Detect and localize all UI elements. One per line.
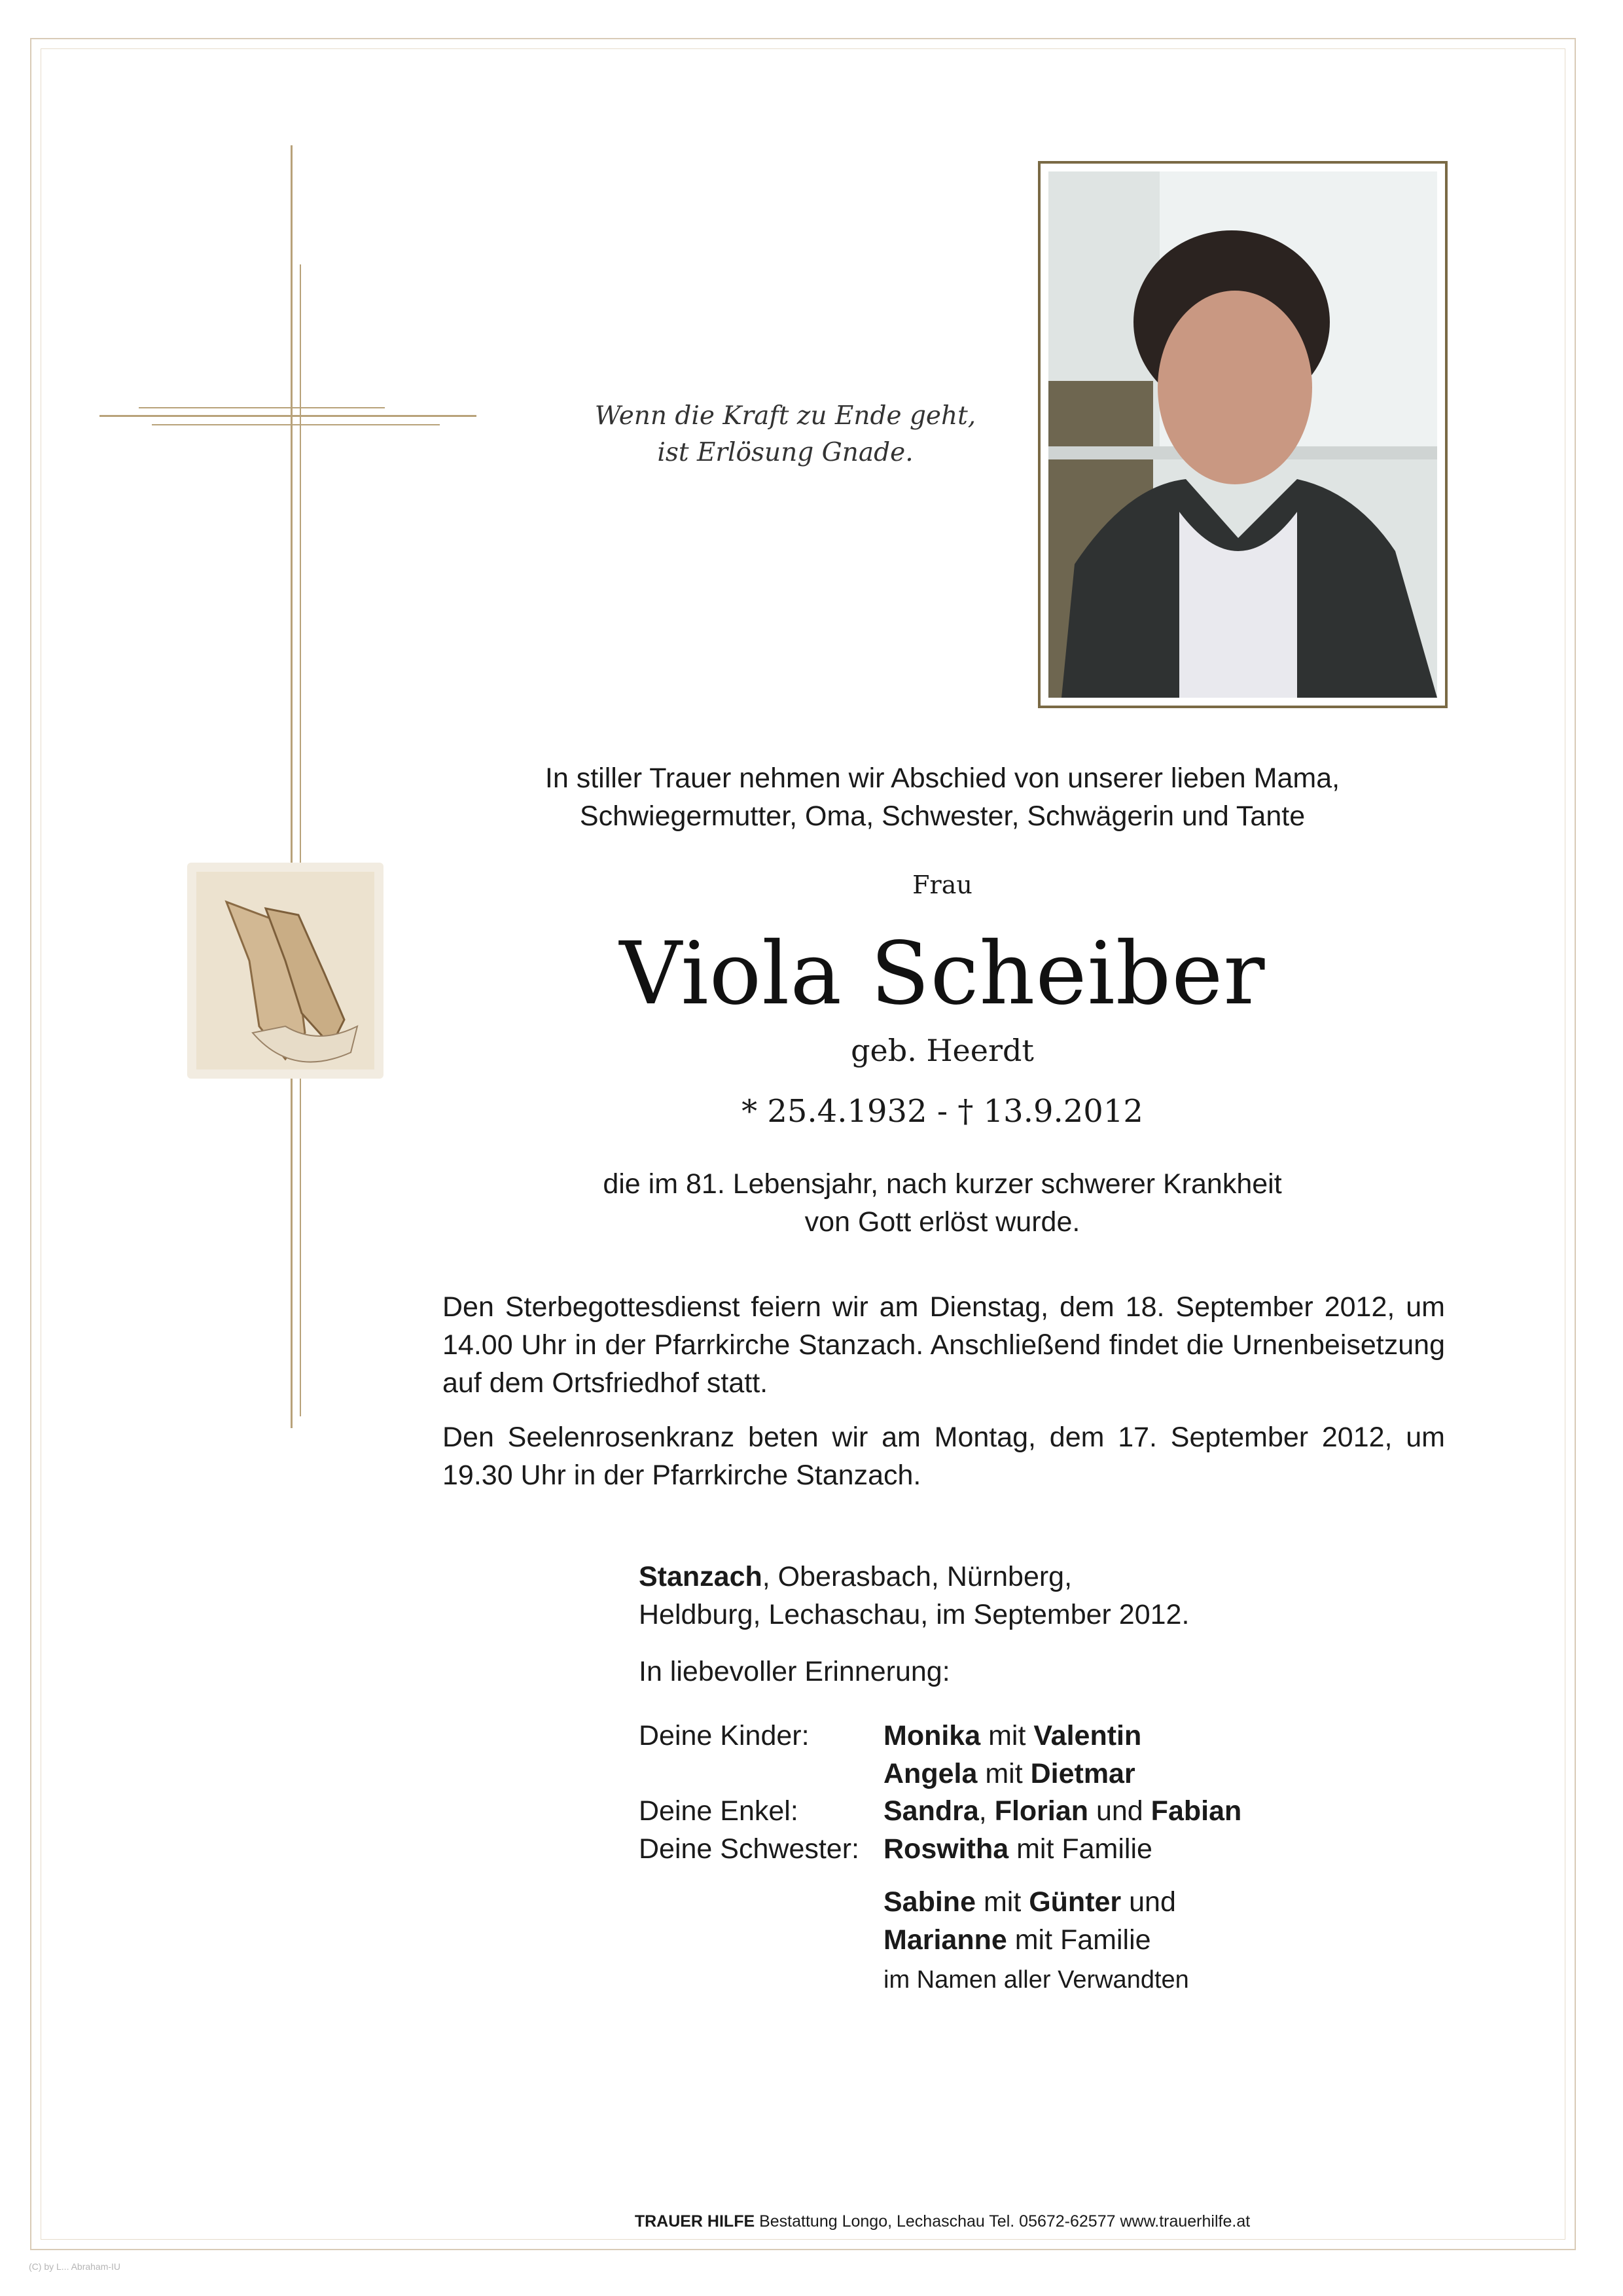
motto	[563, 398, 1008, 471]
intro-line-1: In stiller Trauer nehmen wir Abschied von unserer lieben Mama,	[544, 762, 1340, 794]
place-line-2: Heldburg, Lechaschau, im September 2012.	[639, 1599, 1190, 1630]
intro-text	[419, 759, 1466, 835]
age-text	[484, 1165, 1400, 1241]
other-relative-1: Sabine mit Günter und	[883, 1886, 1176, 1918]
motto-line-2: ist Erlösung Gnade.	[657, 438, 914, 467]
place-bold: Stanzach	[639, 1561, 762, 1592]
service-paragraph: Den Sterbegottesdienst feiern wir am Dienstag, dem 18. September 2012, um 14.00 Uhr in der Pfarrkirche Stanzach. Anschließend findet die Urnenbeisetzung auf dem Ortsfriedhof statt.	[442, 1291, 1445, 1399]
sister-label: Deine Schwester:	[639, 1833, 859, 1865]
sister: Roswitha mit Familie	[883, 1833, 1152, 1865]
footer-contact: Bestattung Longo, Lechaschau Tel. 05672-62577 www.trauerhilfe.at	[755, 2212, 1251, 2231]
child-2: Angela mit Dietmar	[883, 1758, 1135, 1789]
children-label: Deine Kinder:	[639, 1720, 810, 1751]
relatives-note: im Namen aller Verwandten	[883, 1966, 1189, 1994]
life-dates: * 25.4.1932 - † 13.9.2012	[741, 1093, 1143, 1130]
footer-brand: TRAUER HILFE	[634, 2212, 755, 2231]
salutation: Frau	[912, 870, 972, 899]
place-rest: , Oberasbach, Nürnberg,	[762, 1561, 1073, 1592]
child-1: Monika mit Valentin	[883, 1720, 1142, 1751]
place-line	[639, 1558, 1293, 1634]
other-relative-2: Marianne mit Familie	[883, 1924, 1151, 1956]
remembrance-heading: In liebevoller Erinnerung:	[639, 1656, 950, 1687]
portrait-photo	[1038, 161, 1448, 708]
motto-line-1: Wenn die Kraft zu Ende geht,	[594, 401, 976, 431]
footer	[484, 2212, 1400, 2231]
age-line-2: von Gott erlöst wurde.	[804, 1206, 1080, 1238]
deceased-name: Viola Scheiber	[619, 924, 1266, 1024]
grandchildren-label: Deine Enkel:	[639, 1795, 798, 1827]
grandchildren: Sandra, Florian und Fabian	[883, 1795, 1242, 1827]
age-line-1: die im 81. Lebensjahr, nach kurzer schwerer Krankheit	[603, 1168, 1282, 1200]
intro-line-2: Schwiegermutter, Oma, Schwester, Schwägerin und Tante	[579, 800, 1306, 832]
maiden-name: geb. Heerdt	[851, 1033, 1034, 1068]
credit-text: (C) by L... Abraham-IU	[29, 2261, 121, 2272]
praying-hands-image	[187, 863, 383, 1079]
rosary-paragraph: Den Seelenrosenkranz beten wir am Montag, dem 17. September 2012, um 19.30 Uhr in der Pfarrkirche Stanzach.	[442, 1422, 1445, 1491]
